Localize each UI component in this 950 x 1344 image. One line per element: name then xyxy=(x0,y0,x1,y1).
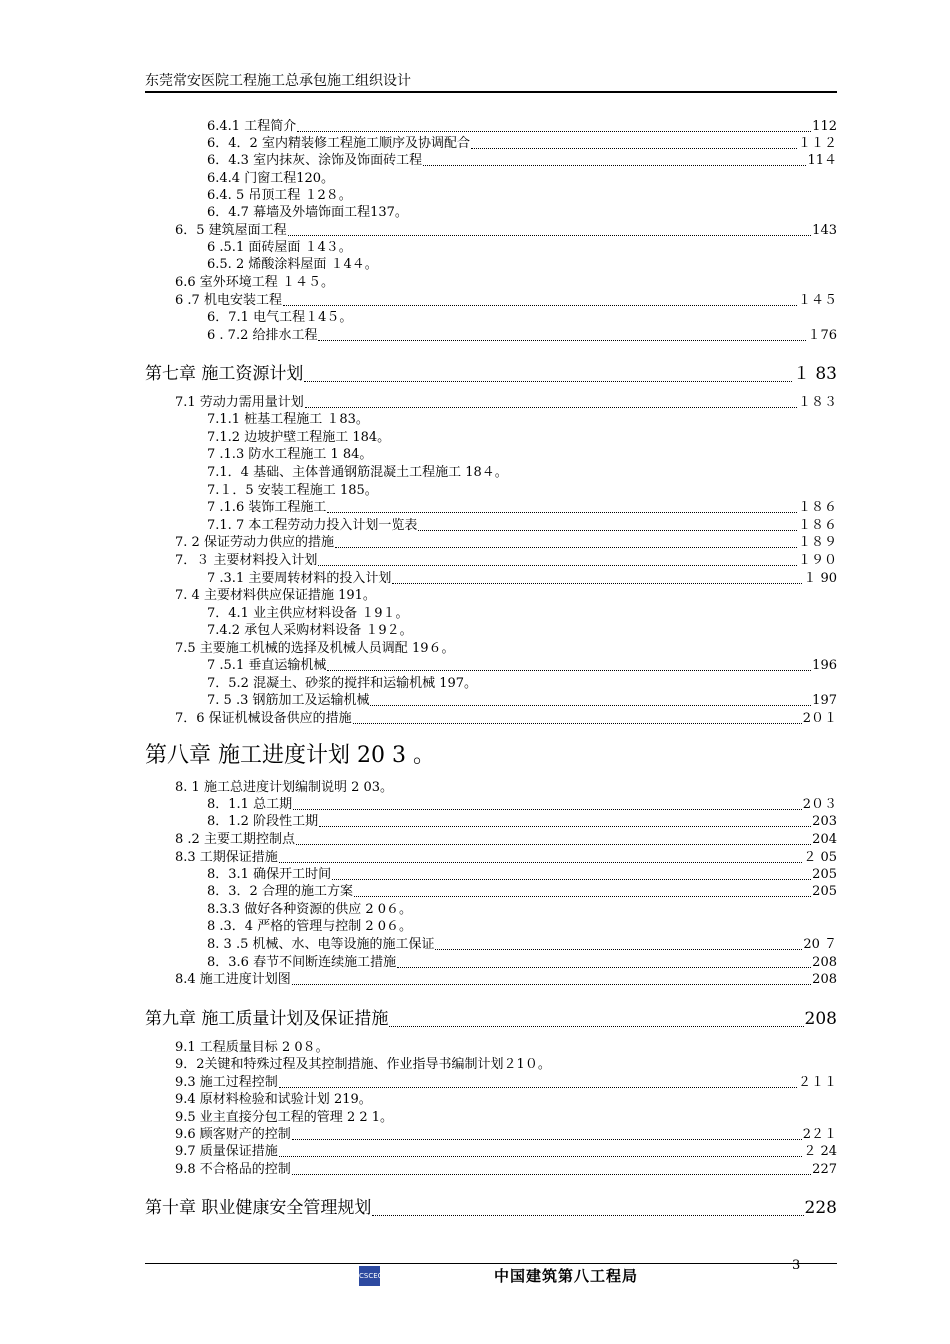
company-logo-icon: CSCEC xyxy=(359,1266,380,1286)
toc-leader-dots xyxy=(292,1139,802,1140)
toc-entry[interactable] xyxy=(207,692,837,709)
toc-entry[interactable] xyxy=(207,936,837,953)
toc-entry[interactable] xyxy=(207,570,837,587)
toc-entry[interactable] xyxy=(207,429,837,446)
toc-leader-dots xyxy=(293,809,802,810)
toc-entry[interactable] xyxy=(207,954,837,971)
header-rule xyxy=(145,91,837,93)
toc-entry-page: 228 xyxy=(804,1198,837,1218)
toc-entry-title: 7．5.2 混凝土、砂浆的搅拌和运输机械 197。 xyxy=(207,676,478,691)
toc-entry-title: 9.4 原材料检验和试验计划 219。 xyxy=(175,1092,372,1107)
toc-entry-title: 7．6 保证机械设备供应的措施 xyxy=(175,711,352,726)
toc-entry-title: 7.１．5 安装工程施工 185。 xyxy=(207,483,378,498)
toc-entry-page: １８３ xyxy=(797,395,837,410)
toc-entry[interactable] xyxy=(207,327,837,344)
toc-entry[interactable] xyxy=(207,517,837,534)
toc-entry[interactable] xyxy=(175,534,837,551)
toc-entry-page: 196 xyxy=(812,658,837,673)
toc-entry-title: 8.4 施工进度计划图 xyxy=(175,972,291,987)
toc-leader-dots xyxy=(304,381,792,382)
toc-entry[interactable] xyxy=(175,1039,837,1056)
toc-entry-page: ２ 05 xyxy=(803,850,837,865)
toc-leader-dots xyxy=(392,583,802,584)
toc-entry-title: 8．1.2 阶段性工期 xyxy=(207,814,319,829)
toc-entry-title: 8．3.1 确保开工时间 xyxy=(207,867,332,882)
header-title: 东莞常安医院工程施工总承包施工组织设计 xyxy=(145,73,411,89)
toc-entry-page: 2０１ xyxy=(802,711,837,726)
toc-leader-dots xyxy=(292,984,811,985)
toc-leader-dots xyxy=(319,826,811,827)
toc-entry[interactable] xyxy=(175,587,837,604)
toc-entry[interactable] xyxy=(175,1126,837,1143)
toc-entry[interactable] xyxy=(207,411,837,428)
toc-entry-title: 7 .5.1 垂直运输机械 xyxy=(207,658,327,673)
toc-leader-dots xyxy=(279,862,803,863)
toc-entry-title: 7 .1.3 防水工程施工 1 84。 xyxy=(207,447,373,462)
toc-entry[interactable] xyxy=(207,866,837,883)
toc-entry-page: １76 xyxy=(807,328,837,343)
toc-leader-dots xyxy=(279,1087,797,1088)
toc-entry[interactable] xyxy=(207,239,837,256)
toc-leader-dots xyxy=(292,1174,811,1175)
toc-entry[interactable] xyxy=(175,1056,837,1073)
toc-entry[interactable] xyxy=(207,256,837,273)
toc-leader-dots xyxy=(318,340,806,341)
toc-entry[interactable] xyxy=(207,482,837,499)
toc-leader-dots xyxy=(423,165,806,166)
toc-entry[interactable] xyxy=(175,394,837,411)
toc-leader-dots xyxy=(288,235,811,236)
toc-entry-title: 9.6 顾客财产的控制 xyxy=(175,1127,291,1142)
toc-entry[interactable] xyxy=(175,849,837,866)
toc-entry[interactable] xyxy=(207,152,837,169)
toc-entry-title: 7 .3.1 主要周转材料的投入计划 xyxy=(207,571,392,586)
toc-entry[interactable] xyxy=(207,901,837,918)
toc-entry-page: １８９ xyxy=(797,535,837,550)
toc-entry-title: 7.5 主要施工机械的选择及机械人员调配 19６。 xyxy=(175,641,455,656)
toc-entry-title: 7.1 劳动力需用量计划 xyxy=(175,395,304,410)
toc-entry-title: 9.8 不合格品的控制 xyxy=(175,1162,291,1177)
company-name: 中国建筑第八工程局 xyxy=(494,1267,639,1285)
toc-entry-page: 227 xyxy=(812,1162,837,1177)
toc-entry-title: 7.4.2 承包人采购材料设备 １9２。 xyxy=(207,623,413,638)
toc-entry[interactable] xyxy=(175,222,837,239)
toc-entry-page: 205 xyxy=(812,884,837,899)
toc-leader-dots xyxy=(353,723,802,724)
toc-entry[interactable] xyxy=(175,552,837,569)
toc-leader-dots xyxy=(279,1156,803,1157)
toc-entry[interactable] xyxy=(175,971,837,988)
toc-entry-title: 6 .5.1 面砖屋面 １4３。 xyxy=(207,240,352,255)
toc-entry[interactable] xyxy=(207,883,837,900)
toc-entry-title: 第七章 施工资源计划 xyxy=(145,364,304,384)
toc-entry-title: 9.1 工程质量目标 2 0８。 xyxy=(175,1040,329,1055)
toc-entry-page: １１２ xyxy=(797,136,837,151)
toc-entry-title: 7.1.1 桩基工程施工 １83。 xyxy=(207,412,369,427)
toc-leader-dots xyxy=(389,1026,803,1027)
toc-entry-title: 7. 4 主要材料供应保证措施 191。 xyxy=(175,588,376,603)
toc-entry-page: 112 xyxy=(812,119,837,134)
toc-entry[interactable] xyxy=(207,135,837,152)
toc-leader-dots xyxy=(296,844,811,845)
toc-entry-page: １９０ xyxy=(797,553,837,568)
toc-entry-page: 203 xyxy=(812,814,837,829)
toc-entry[interactable] xyxy=(207,813,837,830)
toc-entry[interactable] xyxy=(175,640,837,657)
toc-chapter-entry[interactable] xyxy=(145,1197,837,1219)
toc-entry-page: １８６ xyxy=(797,500,837,515)
toc-entry-title: 7．３ 主要材料投入计划 xyxy=(175,553,318,568)
toc-entry[interactable] xyxy=(207,446,837,463)
toc-entry[interactable] xyxy=(207,464,837,481)
toc-leader-dots xyxy=(318,565,797,566)
toc-entry[interactable] xyxy=(207,675,837,692)
toc-entry-page: 143 xyxy=(812,223,837,238)
toc-entry[interactable] xyxy=(175,292,837,309)
toc-entry-title: 8. 1 施工总进度计划编制说明 2 03。 xyxy=(175,780,394,795)
toc-entry-page: １８６ xyxy=(797,518,837,533)
toc-entry-title: 9．2关键和特殊过程及其控制措施、作业指导书编制计划２1０。 xyxy=(175,1057,551,1072)
toc-entry-page: 2２１ xyxy=(802,1127,837,1142)
toc-leader-dots xyxy=(418,530,797,531)
toc-entry-page: 205 xyxy=(812,867,837,882)
toc-entry-page: 208 xyxy=(812,972,837,987)
toc-leader-dots xyxy=(305,407,797,408)
toc-entry-title: 9.5 业主直接分包工程的管理 2 2 1。 xyxy=(175,1110,394,1125)
toc-entry[interactable] xyxy=(207,657,837,674)
toc-entry[interactable] xyxy=(207,309,837,326)
toc-entry-title: 第十章 职业健康安全管理规划 xyxy=(145,1198,372,1218)
toc-entry-page: １ 90 xyxy=(803,571,837,586)
toc-entry-title: 8 .3．4 严格的管理与控制 2 0６。 xyxy=(207,919,413,934)
toc-entry[interactable] xyxy=(207,605,837,622)
toc-leader-dots xyxy=(354,896,811,897)
toc-entry-title: 8．3．2 合理的施工方案 xyxy=(207,884,353,899)
toc-leader-dots xyxy=(327,512,797,513)
footer-rule xyxy=(145,1263,837,1264)
page-number: 3 xyxy=(792,1258,801,1273)
toc-leader-dots xyxy=(397,967,811,968)
toc-leader-dots xyxy=(297,131,811,132)
toc-leader-dots xyxy=(327,670,811,671)
toc-chapter-entry[interactable] xyxy=(145,363,837,385)
toc-entry[interactable] xyxy=(175,831,837,848)
toc-entry[interactable] xyxy=(175,1109,837,1126)
toc-entry-title: 6．7.1 电气工程１4５。 xyxy=(207,310,353,325)
toc-leader-dots xyxy=(372,1215,803,1216)
toc-entry[interactable] xyxy=(207,204,837,221)
toc-entry-title: 7．4.1 业主供应材料设备 １9１。 xyxy=(207,606,409,621)
toc-entry-page: 208 xyxy=(812,955,837,970)
toc-entry-title: 7.1. 7 本工程劳动力投入计划一览表 xyxy=(207,518,418,533)
toc-entry[interactable] xyxy=(175,1091,837,1108)
toc-entry[interactable] xyxy=(175,779,837,796)
toc-entry-title: 7. 5 .3 钢筋加工及运输机械 xyxy=(207,693,370,708)
toc-chapter-entry[interactable] xyxy=(145,745,837,767)
toc-entry-title: 8.3 工期保证措施 xyxy=(175,850,278,865)
toc-entry[interactable] xyxy=(207,918,837,935)
toc-entry-title: 6.4.4 门窗工程120。 xyxy=(207,171,335,186)
toc-entry-title: 6.4.1 工程简介 xyxy=(207,119,297,134)
toc-leader-dots xyxy=(435,949,802,950)
toc-entry-title: 6 .7 机电安装工程 xyxy=(175,293,282,308)
toc-entry-title: 8．1.1 总工期 xyxy=(207,797,293,812)
toc-entry-page: 20 ７ xyxy=(803,937,837,952)
toc-entry-title: 8. 3 .5 机械、水、电等设施的施工保证 xyxy=(207,937,435,952)
toc-leader-dots xyxy=(370,705,811,706)
toc-entry-title: 6 . 7.2 给排水工程 xyxy=(207,328,318,343)
toc-entry[interactable] xyxy=(207,499,837,516)
toc-entry[interactable] xyxy=(175,710,837,727)
toc-entry[interactable] xyxy=(175,274,837,291)
toc-entry[interactable] xyxy=(207,796,837,813)
toc-entry-title: 8.3.3 做好各种资源的供应 2 0６。 xyxy=(207,902,413,917)
toc-entry-title: 6．4.3 室内抹灰、涂饰及饰面砖工程 xyxy=(207,153,423,168)
toc-entry-page: ２１１ xyxy=(797,1075,837,1090)
toc-entry[interactable] xyxy=(175,1161,837,1178)
toc-entry[interactable] xyxy=(207,187,837,204)
toc-entry-title: 8．3.6 春节不间断连续施工措施 xyxy=(207,955,397,970)
toc-entry-page: 204 xyxy=(812,832,837,847)
toc-chapter-entry[interactable] xyxy=(145,1008,837,1030)
toc-entry[interactable] xyxy=(207,170,837,187)
toc-entry-title: 6．4．2 室内精装修工程施工顺序及协调配合 xyxy=(207,136,470,151)
toc-entry-title: 7.1.2 边坡护壁工程施工 184。 xyxy=(207,430,391,445)
toc-leader-dots xyxy=(471,148,797,149)
toc-entry-title: 6.5. 2 烯酸涂料屋面 １4４。 xyxy=(207,257,378,272)
toc-entry-page: １ 83 xyxy=(792,364,837,384)
toc-entry-title: 第八章 施工进度计划 20 3 。 xyxy=(145,743,435,768)
toc-entry-title: 7 .1.6 装饰工程施工 xyxy=(207,500,327,515)
toc-entry-title: 7.1．4 基础、主体普通钢筋混凝土工程施工 18４。 xyxy=(207,465,508,480)
toc-entry-title: 7. 2 保证劳动力供应的措施 xyxy=(175,535,334,550)
toc-entry-title: 9.7 质量保证措施 xyxy=(175,1144,278,1159)
toc-entry-page: 208 xyxy=(804,1009,837,1029)
toc-entry-page: １４５ xyxy=(797,293,837,308)
toc-leader-dots xyxy=(283,305,797,306)
toc-entry-title: 6.4. 5 吊顶工程 １2８。 xyxy=(207,188,352,203)
toc-entry-title: 6.6 室外环境工程 １４５。 xyxy=(175,275,334,290)
toc-entry-title: 6．4.7 幕墙及外墙饰面工程137。 xyxy=(207,205,408,220)
toc-entry-page: 197 xyxy=(812,693,837,708)
toc-leader-dots xyxy=(332,879,811,880)
toc-entry-title: 第九章 施工质量计划及保证措施 xyxy=(145,1009,389,1029)
toc-entry-title: 9.3 施工过程控制 xyxy=(175,1075,278,1090)
toc-leader-dots xyxy=(335,547,797,548)
toc-entry-page: 2０３ xyxy=(802,797,837,812)
toc-entry-title: 6．5 建筑屋面工程 xyxy=(175,223,287,238)
toc-entry-page: ２ 24 xyxy=(803,1144,837,1159)
toc-entry[interactable] xyxy=(207,622,837,639)
toc-entry-page: 11４ xyxy=(807,153,837,168)
toc-entry-title: 8 .2 主要工期控制点 xyxy=(175,832,295,847)
toc-entry[interactable] xyxy=(207,118,837,135)
toc-entry[interactable] xyxy=(175,1143,837,1160)
toc-entry[interactable] xyxy=(175,1074,837,1091)
